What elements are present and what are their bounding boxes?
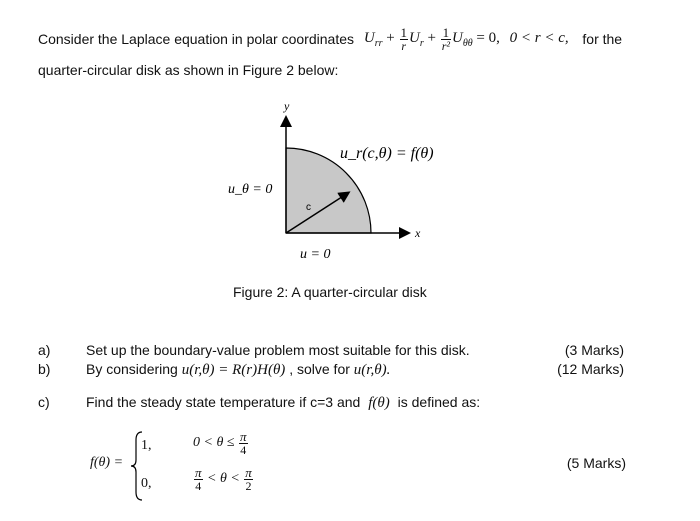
eq-frac-2 [441, 26, 451, 52]
arc-condition-label: u_r(c,θ) = f(θ) [340, 145, 434, 162]
eq-plus-1: + [386, 30, 395, 47]
radius-label: c [306, 202, 311, 213]
eq-frac-2-num: 1 [442, 25, 450, 40]
eq-domain: 0 < r < c, [509, 30, 569, 47]
case2-frac-2 [244, 466, 253, 492]
laplace-equation [363, 25, 573, 53]
case1-frac-den: 4 [240, 443, 247, 457]
intro-line-1 [38, 26, 678, 60]
eq-frac-1-num: 1 [400, 25, 407, 40]
question-c-suffix: is defined as: [397, 394, 481, 410]
question-b-label: b) [38, 361, 51, 377]
case2-frac-2-den: 2 [245, 479, 252, 493]
eq-equals: = 0, [476, 30, 500, 47]
piecewise-case2-cond [193, 466, 254, 492]
figure-caption: Figure 2: A quarter-circular disk [233, 284, 427, 300]
question-c-label: c) [38, 394, 50, 410]
piecewise-case2-value: 0, [141, 476, 152, 491]
question-a-label: a) [38, 342, 51, 358]
piecewise-case1-value: 1, [141, 438, 152, 453]
eq-frac-2-den: r² [441, 39, 450, 53]
question-c-text [86, 394, 480, 412]
case2-frac-1-num: π [195, 465, 202, 480]
intro-line-2: quarter-circular disk as shown in Figure 2 below: [38, 62, 339, 78]
intro-text-after: for the [582, 31, 623, 47]
question-b-math2: u(r,θ). [353, 362, 391, 378]
case1-cond-left: 0 < θ ≤ [193, 435, 235, 450]
bottom-condition-label: u = 0 [300, 247, 331, 262]
question-c-prefix: Find the steady state temperature if c=3 and [86, 394, 361, 410]
x-axis-label: x [415, 226, 421, 240]
question-c-marks: (5 Marks) [566, 455, 626, 471]
eq-sub-1: rr [374, 38, 383, 50]
question-b-marks: (12 Marks) [557, 361, 624, 377]
piecewise-case1-cond [193, 430, 249, 456]
eq-term-2: U [409, 30, 420, 47]
eq-term-3: U [452, 30, 463, 47]
eq-sub-3: θθ [462, 38, 473, 50]
question-b-prefix: By considering [86, 361, 178, 377]
piecewise-lhs: f(θ) = [90, 455, 124, 470]
question-b-mid: , solve for [289, 361, 350, 377]
quarter-disk-figure [220, 96, 460, 271]
eq-sub-2: r [419, 38, 424, 50]
intro-text-before: Consider the Laplace equation in polar coordinates [38, 31, 354, 47]
question-c-math: f(θ) [368, 395, 390, 411]
question-b-math: u(r,θ) = R(r)H(θ) [181, 362, 286, 378]
case2-mid: < θ < [207, 471, 240, 486]
eq-frac-1 [400, 26, 409, 52]
question-a-marks: (3 Marks) [564, 342, 624, 358]
y-axis-label: y [284, 99, 290, 113]
eq-term-1: U [363, 30, 375, 47]
case2-frac-1-den: 4 [195, 479, 202, 493]
case2-frac-2-num: π [245, 465, 252, 480]
case1-frac-num: π [240, 429, 247, 444]
eq-plus-2: + [427, 30, 436, 47]
eq-frac-1-den: r [401, 39, 407, 53]
question-b-text [86, 361, 390, 379]
case1-frac [239, 430, 248, 456]
left-condition-label: u_θ = 0 [228, 182, 273, 197]
question-a-text: Set up the boundary-value problem most suitable for this disk. [86, 342, 470, 358]
case2-frac-1 [194, 466, 203, 492]
